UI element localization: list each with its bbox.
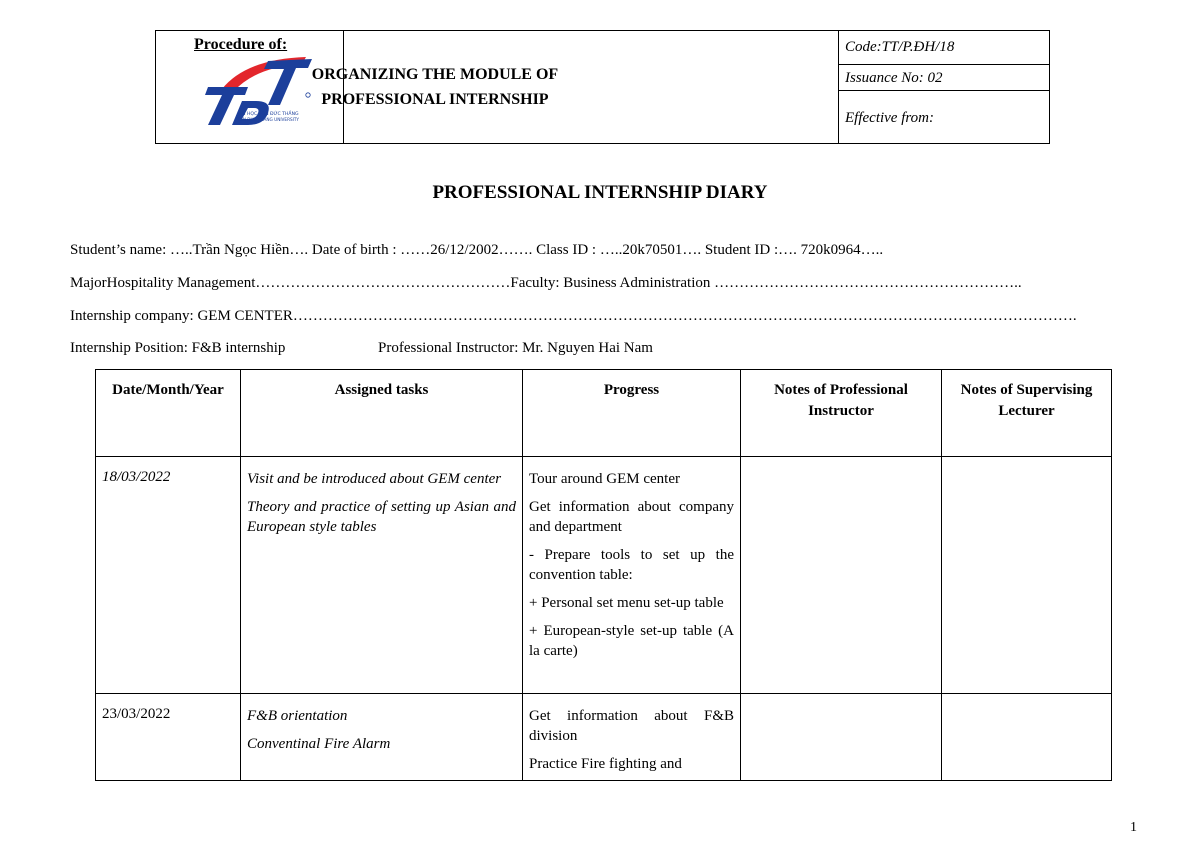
instructor-notes-cell (741, 694, 942, 781)
lecturer-notes-cell (942, 457, 1112, 694)
procedure-title-line2: PROFESSIONAL INTERNSHIP (321, 91, 549, 108)
issuance-number: Issuance No: 02 (839, 65, 1049, 91)
column-header: Date/Month/Year (96, 370, 241, 457)
column-header: Notes of Supervising Lecturer (942, 370, 1112, 457)
progress-item: - Prepare tools to set up the convention table: (529, 547, 734, 583)
page-number: 1 (1130, 820, 1137, 835)
progress-item: + European-style set-up table (A la carte) (529, 623, 734, 659)
progress-item: Tour around GEM center (529, 471, 680, 487)
column-header: Assigned tasks (241, 370, 523, 457)
task-item: Visit and be introduced about GEM center (247, 471, 502, 487)
major-faculty-line: MajorHospitality Management……………………………………………Faculty: Business Administration …………………………………………………….. (70, 275, 1022, 291)
effective-date: Effective from: (845, 110, 934, 126)
document-title: PROFESSIONAL INTERNSHIP DIARY (432, 182, 768, 203)
date-cell: 18/03/2022 (96, 457, 241, 694)
tasks-cell (241, 457, 523, 694)
date-cell: 23/03/2022 (96, 694, 241, 781)
progress-cell (523, 694, 741, 781)
table-header-row (96, 370, 1112, 457)
task-item: Theory and practice of setting up Asian and European style tables (247, 499, 516, 535)
internship-company-line: Internship company: GEM CENTER…………………………………………………………………………………………………………………………………………. (70, 308, 1077, 324)
student-info-line: Student’s name: …..Trần Ngọc Hiền…. Date of birth : ……26/12/2002……. Class ID : …..20k70501…. Student ID :…. 720k0964….. (70, 242, 884, 258)
internship-position: Internship Position: F&B internship (70, 340, 286, 356)
progress-item: Get information about company and department (529, 499, 734, 535)
logo-subtext: ĐẠI HỌC TÔN ĐỨC THẮNG (237, 112, 299, 117)
column-header: Progress (523, 370, 741, 457)
progress-cell (523, 457, 741, 694)
procedure-title-line1: ORGANIZING THE MODULE OF (311, 66, 559, 83)
instructor-notes-cell (741, 457, 942, 694)
table-row (96, 457, 1112, 694)
professional-instructor: Professional Instructor: Mr. Nguyen Hai Nam (378, 340, 653, 356)
diary-table (95, 369, 1112, 781)
lecturer-notes-cell (942, 694, 1112, 781)
procedure-title (190, 62, 680, 112)
svg-text:TON DUC THANG UNIVERSITY: TON DUC THANG UNIVERSITY (236, 117, 300, 122)
document-meta (839, 31, 1049, 143)
progress-item: Get information about F&B division (529, 708, 734, 744)
progress-item: Practice Fire fighting and (529, 756, 682, 772)
procedure-label: Procedure of: (194, 36, 288, 53)
tasks-cell (241, 694, 523, 781)
column-header: Notes of Professional Instructor (741, 370, 942, 457)
table-row (96, 694, 1112, 781)
document-code: Code:TT/P.ĐH/18 (839, 31, 1049, 65)
task-item: F&B orientation (247, 708, 348, 724)
progress-item: + Personal set menu set-up table (529, 595, 724, 611)
task-item: Conventinal Fire Alarm (247, 736, 391, 752)
